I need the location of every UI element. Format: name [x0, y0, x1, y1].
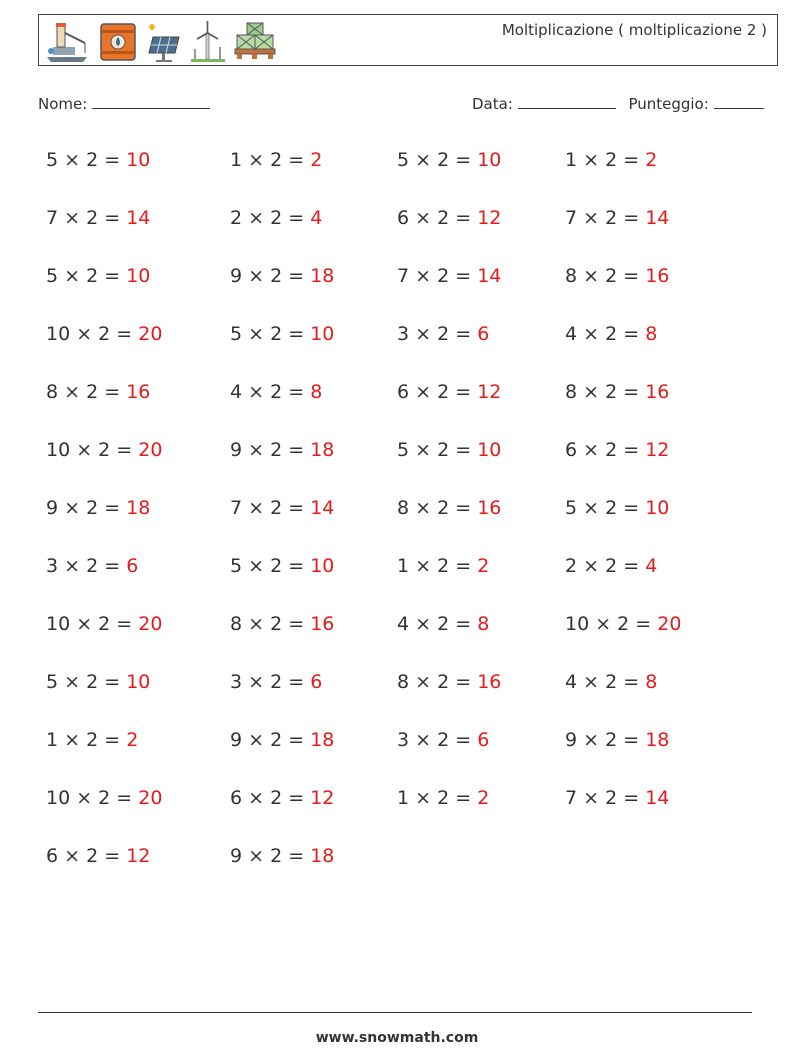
problem-answer: 10 — [126, 265, 151, 287]
problem-item — [46, 207, 150, 229]
problem-answer: 18 — [310, 845, 335, 867]
problem-answer: 20 — [138, 323, 163, 345]
problem-item — [565, 323, 657, 345]
problem-answer: 20 — [657, 613, 682, 635]
problem-question: 4 × 2 = — [565, 323, 646, 345]
problem-item — [46, 265, 150, 287]
problem-question: 8 × 2 = — [230, 613, 311, 635]
problem-item — [397, 729, 489, 751]
problem-item — [565, 265, 669, 287]
problem-question: 10 × 2 = — [565, 613, 658, 635]
problem-answer: 12 — [310, 787, 335, 809]
problem-question: 6 × 2 = — [397, 207, 478, 229]
name-label: Nome: — [38, 95, 88, 113]
problem-item — [46, 497, 150, 519]
problem-answer: 2 — [126, 729, 139, 751]
problem-answer: 10 — [477, 149, 502, 171]
problem-answer: 18 — [310, 729, 335, 751]
problem-answer: 4 — [310, 207, 323, 229]
problem-question: 9 × 2 = — [230, 845, 311, 867]
problem-question: 1 × 2 = — [46, 729, 127, 751]
problem-item — [46, 787, 162, 809]
problem-answer: 12 — [126, 845, 151, 867]
problem-question: 8 × 2 = — [565, 381, 646, 403]
problem-answer: 20 — [138, 613, 163, 635]
problem-answer: 18 — [310, 265, 335, 287]
problem-answer: 2 — [645, 149, 658, 171]
problem-question: 8 × 2 = — [397, 671, 478, 693]
problem-answer: 14 — [645, 207, 670, 229]
problem-item — [230, 729, 334, 751]
problem-question: 8 × 2 = — [565, 265, 646, 287]
problem-item — [230, 381, 322, 403]
problem-answer: 2 — [477, 555, 490, 577]
problem-item — [230, 207, 322, 229]
header-icons — [43, 17, 277, 63]
problem-answer: 20 — [138, 439, 163, 461]
problem-question: 7 × 2 = — [565, 207, 646, 229]
problem-question: 4 × 2 = — [565, 671, 646, 693]
score-blank — [714, 94, 764, 109]
problem-question: 3 × 2 = — [397, 729, 478, 751]
problem-question: 5 × 2 = — [397, 439, 478, 461]
problem-item — [565, 787, 669, 809]
problem-item — [565, 613, 681, 635]
problem-answer: 10 — [126, 149, 151, 171]
problem-question: 10 × 2 = — [46, 613, 139, 635]
problem-item — [230, 497, 334, 519]
problem-answer: 4 — [645, 555, 658, 577]
problem-answer: 14 — [310, 497, 335, 519]
problem-answer: 10 — [310, 323, 335, 345]
worksheet-title: Moltiplicazione ( moltiplicazione 2 ) — [501, 21, 767, 39]
problem-item — [230, 845, 334, 867]
problem-answer: 16 — [645, 381, 670, 403]
problem-item — [565, 729, 669, 751]
problem-item — [46, 729, 138, 751]
problem-answer: 12 — [645, 439, 670, 461]
score-label: Punteggio: — [628, 95, 709, 113]
problem-item — [397, 207, 501, 229]
problem-question: 3 × 2 = — [397, 323, 478, 345]
problem-item — [46, 381, 150, 403]
problem-question: 5 × 2 = — [397, 149, 478, 171]
problem-answer: 16 — [477, 497, 502, 519]
solar-panel-icon — [145, 21, 183, 63]
problem-question: 8 × 2 = — [46, 381, 127, 403]
problem-answer: 12 — [477, 207, 502, 229]
cargo-crates-icon — [233, 19, 277, 63]
problem-answer: 12 — [477, 381, 502, 403]
problem-question: 5 × 2 = — [230, 323, 311, 345]
problem-answer: 18 — [310, 439, 335, 461]
problem-answer: 8 — [310, 381, 323, 403]
problem-question: 1 × 2 = — [565, 149, 646, 171]
problem-answer: 18 — [126, 497, 151, 519]
problem-answer: 16 — [310, 613, 335, 635]
problem-answer: 10 — [477, 439, 502, 461]
problem-answer: 6 — [477, 729, 490, 751]
problem-item — [565, 381, 669, 403]
problem-item — [230, 613, 334, 635]
problem-answer: 10 — [645, 497, 670, 519]
oil-rig-icon — [43, 19, 91, 63]
problem-item — [397, 439, 501, 461]
problem-answer: 10 — [126, 671, 151, 693]
problem-item — [230, 439, 334, 461]
problem-answer: 6 — [126, 555, 139, 577]
problem-item — [46, 671, 150, 693]
problem-question: 5 × 2 = — [230, 555, 311, 577]
problem-item — [397, 323, 489, 345]
problem-item — [230, 323, 334, 345]
problem-answer: 14 — [126, 207, 151, 229]
problem-item — [397, 265, 501, 287]
problem-question: 7 × 2 = — [46, 207, 127, 229]
problem-item — [230, 555, 334, 577]
problem-question: 7 × 2 = — [397, 265, 478, 287]
problem-answer: 14 — [645, 787, 670, 809]
problem-question: 9 × 2 = — [230, 265, 311, 287]
problem-item — [230, 787, 334, 809]
problem-item — [397, 149, 501, 171]
problem-question: 6 × 2 = — [46, 845, 127, 867]
problem-question: 1 × 2 = — [230, 149, 311, 171]
date-field — [472, 94, 764, 113]
problem-question: 1 × 2 = — [397, 555, 478, 577]
problem-question: 10 × 2 = — [46, 787, 139, 809]
problem-item — [565, 207, 669, 229]
problem-question: 5 × 2 = — [46, 149, 127, 171]
problem-question: 6 × 2 = — [565, 439, 646, 461]
problem-question: 5 × 2 = — [46, 265, 127, 287]
worksheet-header — [38, 14, 778, 66]
problem-item — [397, 613, 489, 635]
problem-item — [230, 149, 322, 171]
date-label: Data: — [472, 95, 513, 113]
problem-question: 6 × 2 = — [230, 787, 311, 809]
problem-item — [46, 845, 150, 867]
name-blank — [92, 94, 210, 109]
problem-question: 9 × 2 = — [46, 497, 127, 519]
problem-item — [565, 671, 657, 693]
problem-answer: 6 — [310, 671, 323, 693]
problem-question: 6 × 2 = — [397, 381, 478, 403]
problem-answer: 2 — [310, 149, 323, 171]
problem-question: 9 × 2 = — [230, 439, 311, 461]
problem-item — [397, 497, 501, 519]
problem-question: 7 × 2 = — [230, 497, 311, 519]
problem-answer: 16 — [645, 265, 670, 287]
problem-item — [397, 671, 501, 693]
problem-answer: 20 — [138, 787, 163, 809]
problem-question: 3 × 2 = — [46, 555, 127, 577]
problem-item — [46, 149, 150, 171]
problem-item — [46, 613, 162, 635]
problem-item — [397, 787, 489, 809]
problem-question: 3 × 2 = — [230, 671, 311, 693]
problem-question: 5 × 2 = — [46, 671, 127, 693]
problem-answer: 2 — [477, 787, 490, 809]
problem-question: 10 × 2 = — [46, 439, 139, 461]
problem-answer: 8 — [645, 671, 658, 693]
problem-item — [565, 555, 657, 577]
problem-item — [397, 381, 501, 403]
problem-answer: 8 — [645, 323, 658, 345]
problem-item — [46, 439, 162, 461]
problem-answer: 10 — [310, 555, 335, 577]
problem-question: 4 × 2 = — [230, 381, 311, 403]
problem-question: 9 × 2 = — [565, 729, 646, 751]
problem-item — [565, 439, 669, 461]
problem-question: 5 × 2 = — [565, 497, 646, 519]
problem-question: 8 × 2 = — [397, 497, 478, 519]
problem-item — [46, 323, 162, 345]
problem-item — [230, 265, 334, 287]
problem-item — [397, 555, 489, 577]
problem-question: 10 × 2 = — [46, 323, 139, 345]
footer-url: www.snowmath.com — [315, 1030, 479, 1046]
problem-answer: 16 — [126, 381, 151, 403]
problem-item — [565, 149, 657, 171]
problem-question: 2 × 2 = — [565, 555, 646, 577]
problem-question: 2 × 2 = — [230, 207, 311, 229]
problem-item — [46, 555, 138, 577]
problem-answer: 6 — [477, 323, 490, 345]
problem-question: 7 × 2 = — [565, 787, 646, 809]
footer-divider — [38, 1012, 752, 1013]
oil-barrel-icon — [97, 21, 139, 63]
problem-item — [230, 671, 322, 693]
problem-question: 4 × 2 = — [397, 613, 478, 635]
problem-question: 9 × 2 = — [230, 729, 311, 751]
date-blank — [518, 94, 616, 109]
name-field — [38, 94, 210, 113]
problem-question: 1 × 2 = — [397, 787, 478, 809]
problem-answer: 14 — [477, 265, 502, 287]
problem-answer: 8 — [477, 613, 490, 635]
problem-answer: 18 — [645, 729, 670, 751]
problem-item — [565, 497, 669, 519]
wind-turbine-icon — [189, 19, 227, 63]
problem-answer: 16 — [477, 671, 502, 693]
